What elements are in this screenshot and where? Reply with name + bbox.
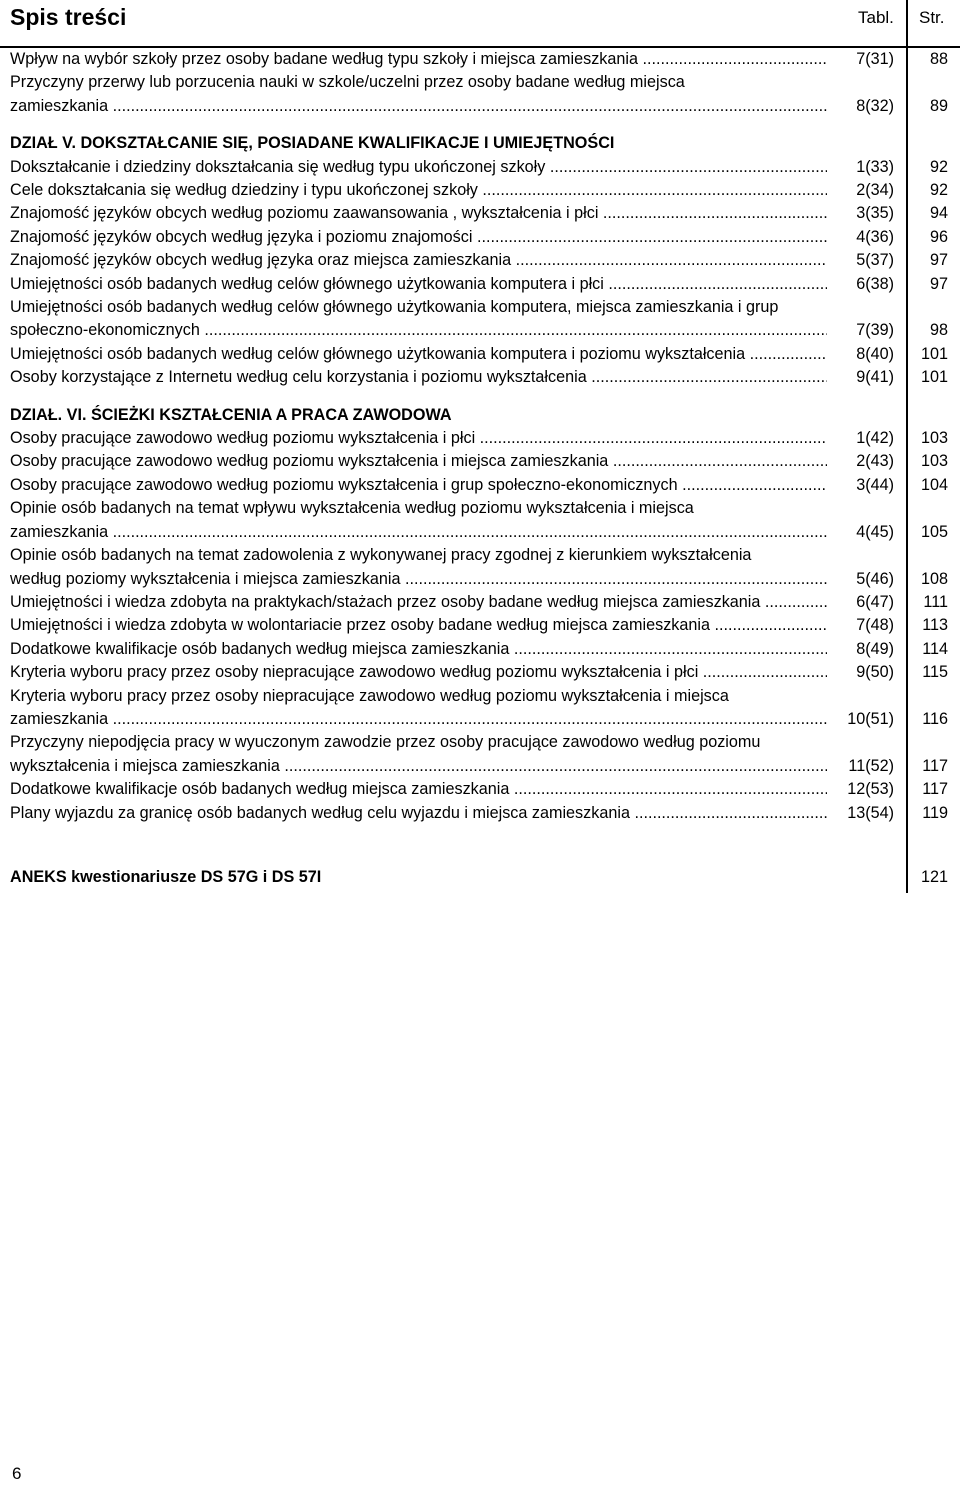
annex-entry[interactable]	[10, 866, 950, 889]
page-ref: 92	[929, 181, 948, 200]
section-heading: DZIAŁ. VI. ŚCIEŻKI KSZTAŁCENIA A PRACA ZAWODOWA	[10, 405, 452, 424]
toc-entry-title: Umiejętności i wiedza zdobyta w wolontariacie przez osoby badane według miejsca zamieszkania .....	[10, 614, 827, 637]
toc-entry-title: Wpływ na wybór szkoły przez osoby badane według typu szkoły i miejsca zamieszkania .....	[10, 48, 827, 71]
toc-entry-title: Przyczyny przerwy lub porzucenia nauki w szkole/uczelni przez osoby badane według miejsca zamieszkania .....	[10, 71, 827, 118]
toc-entry[interactable]	[10, 366, 950, 389]
table-number: 10(51)	[847, 709, 894, 728]
annex-page: 121	[920, 868, 948, 886]
page-ref: 97	[929, 251, 948, 270]
table-of-contents	[10, 48, 950, 825]
toc-entry-title: Dodatkowe kwalifikacje osób badanych według miejsca zamieszkania .....	[10, 778, 827, 801]
page-ref: 119	[922, 803, 948, 822]
page-ref: 96	[929, 227, 948, 246]
page-ref: 88	[929, 50, 948, 68]
table-number: 2(43)	[856, 452, 894, 471]
table-number: 2(34)	[856, 181, 894, 200]
table-number: 12(53)	[847, 780, 894, 799]
page-ref: 105	[920, 522, 948, 541]
table-number: 4(45)	[856, 522, 894, 541]
page-ref: 116	[922, 709, 948, 728]
page-ref: 97	[929, 274, 948, 293]
page-ref: 101	[920, 344, 948, 363]
toc-entry-title: Cele dokształcania się według dziedziny i typu ukończonej szkoły .....	[10, 179, 827, 202]
toc-entry-title: Umiejętności osób badanych według celów głównego użytkowania komputera i płci .....	[10, 273, 827, 296]
toc-entry[interactable]	[10, 48, 950, 71]
page-ref: 103	[920, 429, 948, 448]
toc-section	[10, 132, 950, 389]
toc-entry[interactable]	[10, 778, 950, 801]
toc-entry[interactable]	[10, 685, 950, 732]
page-ref: 115	[922, 663, 948, 682]
toc-entry-title: Osoby pracujące zawodowo według poziomu wykształcenia i płci .....	[10, 427, 827, 450]
section-heading: DZIAŁ V. DOKSZTAŁCANIE SIĘ, POSIADANE KWALIFIKACJE I UMIEJĘTNOŚCI	[10, 134, 615, 153]
table-number: 5(46)	[856, 569, 894, 588]
page-ref: 114	[922, 639, 948, 658]
table-number: 1(33)	[856, 157, 894, 176]
toc-entry-title: Znajomość języków obcych według języka i poziomu znajomości .....	[10, 226, 827, 249]
page-ref: 113	[922, 616, 948, 635]
toc-entry[interactable]	[10, 802, 950, 825]
table-number: 9(50)	[856, 663, 894, 682]
toc-entry[interactable]	[10, 638, 950, 661]
table-number: 7(31)	[856, 50, 894, 68]
table-number: 11(52)	[848, 756, 894, 775]
toc-entry[interactable]	[10, 661, 950, 684]
table-number: 6(38)	[856, 274, 894, 293]
table-number: 3(35)	[856, 204, 894, 223]
toc-entry[interactable]	[10, 179, 950, 202]
toc-entry[interactable]	[10, 591, 950, 614]
toc-entry-title: Opinie osób badanych na temat zadowolenia z wykonywanej pracy zgodnej z kierunkiem wykształcenia według poziomy wykształcenia i miejsca zamieszkania .....	[10, 544, 827, 591]
toc-entry[interactable]	[10, 474, 950, 497]
page-ref: 103	[920, 452, 948, 471]
table-number: 4(36)	[856, 227, 894, 246]
toc-entry[interactable]	[10, 156, 950, 179]
annex-label: ANEKS kwestionariusze DS 57G i DS 57I	[10, 868, 322, 886]
table-number: 6(47)	[856, 592, 894, 611]
toc-entry[interactable]	[10, 202, 950, 225]
toc-entry-title: Osoby korzystające z Internetu według celu korzystania i poziomu wykształcenia .....	[10, 366, 827, 389]
toc-entry[interactable]	[10, 71, 950, 118]
table-number: 8(32)	[856, 96, 894, 115]
toc-entry-title: Znajomość języków obcych według języka oraz miejsca zamieszkania .....	[10, 249, 827, 272]
toc-entry[interactable]	[10, 497, 950, 544]
page-ref: 108	[920, 569, 948, 588]
toc-entry-title: Dodatkowe kwalifikacje osób badanych według miejsca zamieszkania .....	[10, 638, 827, 661]
table-number: 7(48)	[856, 616, 894, 635]
toc-entry[interactable]	[10, 450, 950, 473]
page-ref: 117	[922, 756, 948, 775]
toc-entry-title: Umiejętności osób badanych według celów głównego użytkowania komputera, miejsca zamieszkania i grup społeczno-ekonomicznych .....	[10, 296, 827, 343]
toc-entry-title: Osoby pracujące zawodowo według poziomu wykształcenia i grup społeczno-ekonomicznych .....	[10, 474, 827, 497]
toc-entry[interactable]	[10, 427, 950, 450]
toc-entry[interactable]	[10, 731, 950, 778]
toc-entry-title: Plany wyjazdu za granicę osób badanych według celu wyjazdu i miejsca zamieszkania .....	[10, 802, 827, 825]
page-ref: 94	[929, 204, 948, 223]
table-number: 13(54)	[847, 803, 894, 822]
page-ref: 92	[929, 157, 948, 176]
page-ref: 101	[920, 368, 948, 387]
page-number: 6	[12, 1464, 22, 1483]
page-ref: 89	[929, 96, 948, 115]
toc-entry[interactable]	[10, 544, 950, 591]
table-number: 8(49)	[856, 639, 894, 658]
toc-entry-title: Kryteria wyboru pracy przez osoby niepracujące zawodowo według poziomu wykształcenia i miejsca zamieszkania .....	[10, 685, 827, 732]
toc-entry[interactable]	[10, 614, 950, 637]
table-number: 5(37)	[856, 251, 894, 270]
page-ref: 111	[923, 592, 948, 611]
toc-header	[0, 0, 960, 48]
page-ref: 104	[920, 475, 948, 494]
column-header-tabl: Tabl.	[858, 8, 894, 27]
table-number: 3(44)	[856, 475, 894, 494]
page-title: Spis treści	[10, 4, 127, 30]
toc-entry-title: Osoby pracujące zawodowo według poziomu wykształcenia i miejsca zamieszkania .....	[10, 450, 827, 473]
page-ref: 117	[922, 780, 948, 799]
toc-entry-title: Opinie osób badanych na temat wpływu wykształcenia według poziomu wykształcenia i miejsca zamieszkania .....	[10, 497, 827, 544]
toc-entry[interactable]	[10, 343, 950, 366]
toc-entry[interactable]	[10, 249, 950, 272]
toc-entry-title: Znajomość języków obcych według poziomu zaawansowania , wykształcenia i płci .....	[10, 202, 827, 225]
toc-entry[interactable]	[10, 296, 950, 343]
toc-section	[10, 404, 950, 825]
table-number: 8(40)	[856, 344, 894, 363]
toc-entry[interactable]	[10, 226, 950, 249]
page-ref: 98	[929, 321, 948, 340]
table-number: 7(39)	[856, 321, 894, 340]
toc-entry[interactable]	[10, 273, 950, 296]
toc-entry-title: Umiejętności i wiedza zdobyta na praktykach/stażach przez osoby badane według miejsca zamieszkania .....	[10, 591, 827, 614]
toc-entry-title: Dokształcanie i dziedziny dokształcania się według typu ukończonej szkoły .....	[10, 156, 827, 179]
table-number: 9(41)	[856, 368, 894, 387]
toc-entry-title: Kryteria wyboru pracy przez osoby niepracujące zawodowo według poziomu wykształcenia i płci .....	[10, 661, 827, 684]
column-header-str: Str.	[919, 8, 945, 27]
toc-entry-title: Umiejętności osób badanych według celów głównego użytkowania komputera i poziomu wykształcenia .....	[10, 343, 827, 366]
table-number: 1(42)	[856, 429, 894, 448]
toc-section	[10, 48, 950, 118]
toc-entry-title: Przyczyny niepodjęcia pracy w wyuczonym zawodzie przez osoby pracujące zawodowo według poziomu wykształcenia i miejsca zamieszkania .....	[10, 731, 827, 778]
